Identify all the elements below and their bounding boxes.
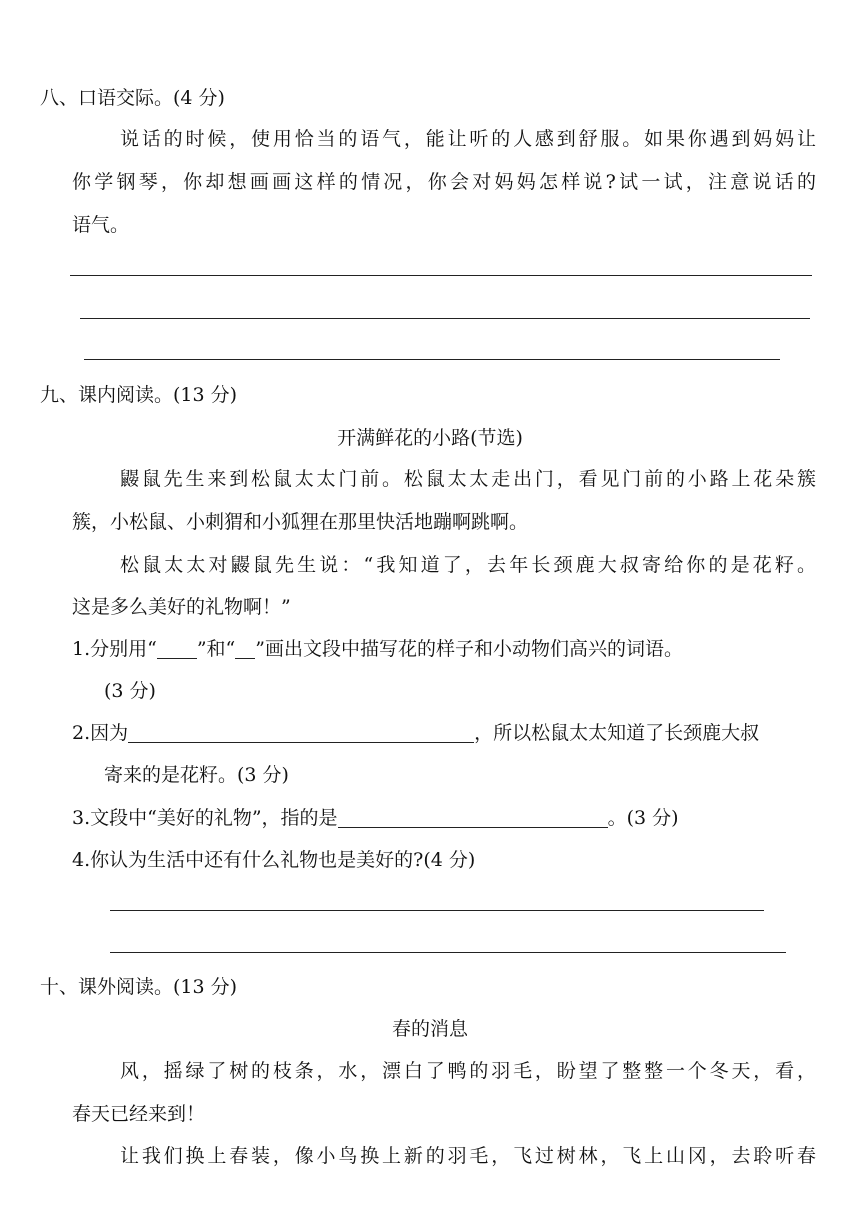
question-1 <box>72 637 683 661</box>
question-3-text-b: 。(3 分) <box>607 807 679 829</box>
question-1-text-b: ”和“ <box>196 638 236 660</box>
question-1-text-a: 1.分别用“ <box>72 638 157 660</box>
question-3-text-a: 3.文段中“美好的礼物”，指的是 <box>72 807 338 829</box>
question-1-points: (3 分) <box>104 680 156 702</box>
section-8-paragraph-line-3: 语气。 <box>72 214 130 236</box>
passage-paragraph-2-line-1: 松鼠太太对鼹鼠先生说：“我知道了，去年长颈鹿大叔寄给你的是花籽。 <box>120 554 816 576</box>
answer-line[interactable] <box>80 318 810 319</box>
passage-paragraph-2-line-1: 让我们换上春装，像小鸟换上新的羽毛，飞过树林，飞上山冈，去聆听春 <box>120 1145 816 1167</box>
question-2-text-b: ，所以松鼠太太知道了长颈鹿大叔 <box>474 722 760 744</box>
passage-title: 开满鲜花的小路(节选) <box>337 427 523 449</box>
passage-paragraph-1-line-2: 簇，小松鼠、小刺猬和小狐狸在那里快活地蹦啊跳啊。 <box>72 511 529 533</box>
answer-line[interactable] <box>84 359 780 360</box>
passage-title: 春的消息 <box>391 1018 468 1040</box>
answer-line[interactable] <box>110 952 786 953</box>
answer-line[interactable] <box>110 910 764 911</box>
question-1-text-c: ”画出文段中描写花的样子和小动物们高兴的词语。 <box>255 638 683 660</box>
question-2-line-2: 寄来的是花籽。(3 分) <box>104 764 289 786</box>
section-8-heading: 八、口语交际。(4 分) <box>40 87 225 109</box>
answer-blank[interactable] <box>128 722 474 743</box>
section-10-heading: 十、课外阅读。(13 分) <box>40 976 238 998</box>
passage-paragraph-1-line-1: 鼹鼠先生来到松鼠太太门前。松鼠太太走出门，看见门前的小路上花朵簇 <box>120 468 816 490</box>
answer-line[interactable] <box>70 275 812 276</box>
section-8-paragraph-line-1: 说话的时候，使用恰当的语气，能让听的人感到舒服。如果你遇到妈妈让 <box>120 128 816 150</box>
question-3 <box>72 806 679 830</box>
answer-blank[interactable] <box>338 807 608 828</box>
passage-paragraph-2-line-2: 这是多么美好的礼物啊！” <box>72 596 291 618</box>
question-4: 4.你认为生活中还有什么礼物也是美好的?(4 分) <box>72 849 476 871</box>
passage-paragraph-1-line-2: 春天已经来到！ <box>72 1103 206 1125</box>
underline-sample-straight <box>157 638 197 659</box>
question-2 <box>72 721 759 745</box>
section-8-paragraph-line-2: 你学钢琴，你却想画画这样的情况，你会对妈妈怎样说?试一试，注意说话的 <box>72 171 816 193</box>
question-2-text-a: 2.因为 <box>72 722 129 744</box>
underline-sample-short <box>235 638 255 659</box>
section-9-heading: 九、课内阅读。(13 分) <box>40 384 238 406</box>
passage-paragraph-1-line-1: 风，摇绿了树的枝条，水，漂白了鸭的羽毛，盼望了整整一个冬天，看， <box>120 1060 816 1082</box>
